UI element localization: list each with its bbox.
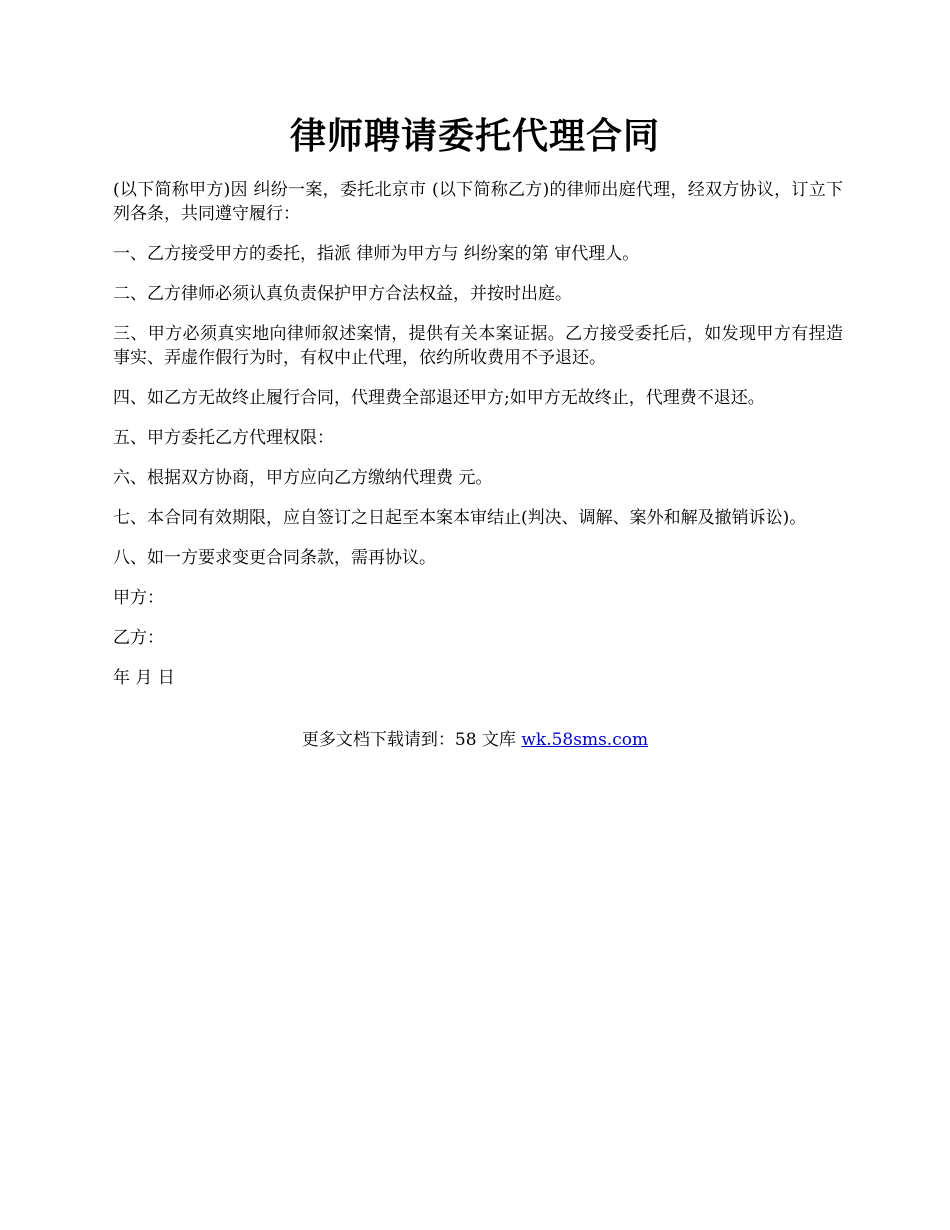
download-link[interactable]: wk.58sms.com [521,730,649,750]
clause-2: 二、乙方律师必须认真负责保护甲方合法权益，并按时出庭。 [113,284,572,304]
footer-prefix: 更多文档下载请到：58 文库 [301,730,522,750]
document-title: 律师聘请委托代理合同 [289,115,660,157]
document-body [113,178,843,706]
party-a-signature: 甲方： [113,588,164,608]
clause-7: 七、本合同有效期限，应自签订之日起至本案本审结止(判决、调解、案外和解及撤销诉讼)。 [113,508,807,528]
download-footer [0,728,950,752]
party-b-signature: 乙方： [113,628,164,648]
date-line: 年 月 日 [113,668,175,688]
clause-6: 六、根据双方协商，甲方应向乙方缴纳代理费 元。 [113,468,493,488]
clause-3: 三、甲方必须真实地向律师叙述案情，提供有关本案证据。乙方接受委托后，如发现甲方有捏造事实、弄虚作假行为时，有权中止代理，依约所收费用不予退还。 [113,324,843,368]
paragraph-intro: (以下简称甲方)因 纠纷一案，委托北京市 (以下简称乙方)的律师出庭代理，经双方协议，订立下列各条，共同遵守履行： [113,180,843,224]
clause-1: 一、乙方接受甲方的委托，指派 律师为甲方与 纠纷案的第 审代理人。 [113,244,640,264]
clause-4: 四、如乙方无故终止履行合同，代理费全部退还甲方;如甲方无故终止，代理费不退还。 [113,388,765,408]
clause-8: 八、如一方要求变更合同条款，需再协议。 [113,548,436,568]
clause-5: 五、甲方委托乙方代理权限： [113,428,334,448]
